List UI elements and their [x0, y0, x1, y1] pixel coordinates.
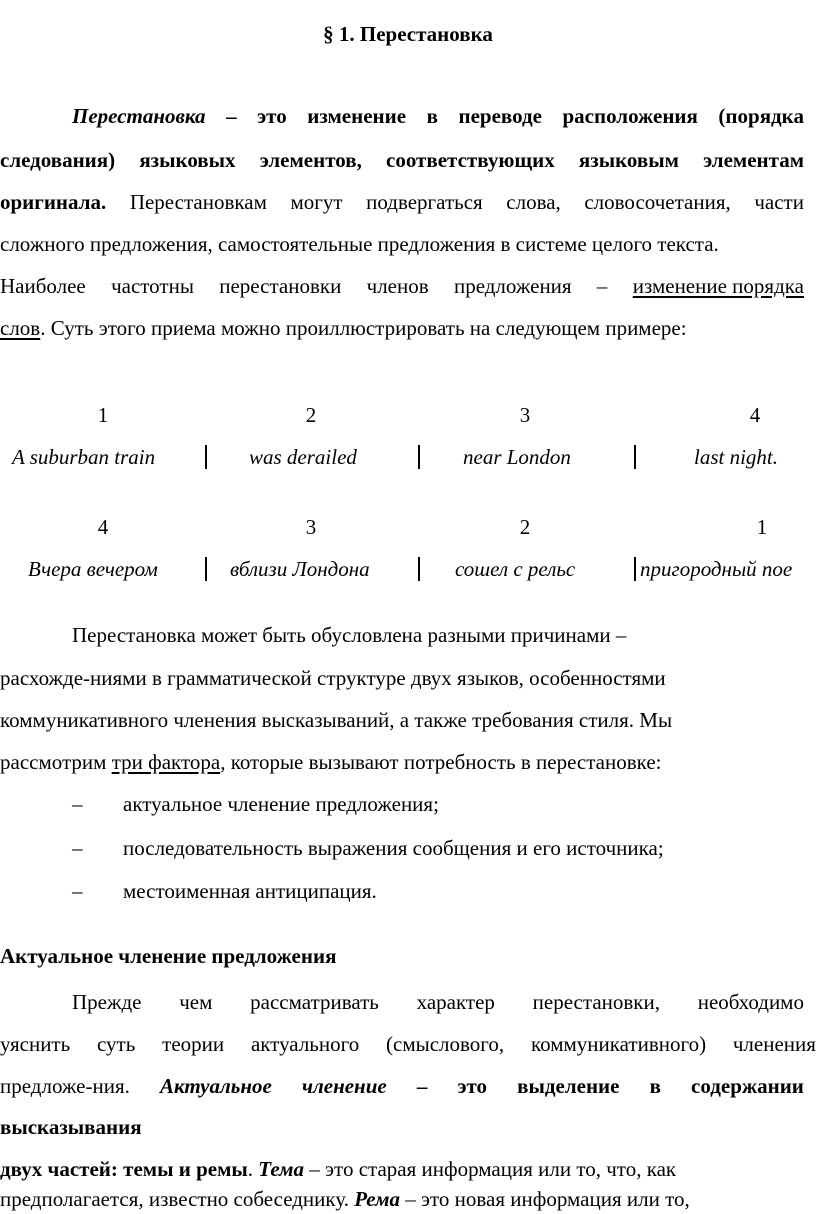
text-run: – это старая информация или то, что, как — [304, 1157, 677, 1181]
example-segment: вблизи Лондона — [230, 557, 370, 581]
segment-divider — [418, 445, 420, 469]
word: элементов, — [259, 148, 362, 172]
word: перестановки, — [532, 990, 660, 1014]
column-number: 3 — [519, 403, 531, 427]
column-number: 1 — [756, 515, 768, 539]
word: переводе — [458, 104, 542, 128]
paragraph-line — [0, 1071, 804, 1101]
text-run: , которые вызывают потребность в перестановке: — [220, 750, 662, 774]
word: части — [754, 190, 804, 214]
subsection-heading: Актуальное членение предложения — [0, 944, 337, 968]
paragraph-line: Перестановка может быть обусловлена разными причинами – — [72, 623, 627, 647]
word: характер — [416, 990, 495, 1014]
list-item: местоименная антиципация. — [123, 879, 377, 903]
list-dash: – — [72, 792, 83, 816]
section-heading: § 1. Перестановка — [323, 22, 493, 46]
word: расположения — [562, 104, 698, 128]
word: в — [426, 104, 438, 128]
term-word: Актуальное — [159, 1074, 272, 1098]
column-number: 2 — [305, 403, 317, 427]
word: частотны — [111, 274, 194, 298]
underlined-phrase: слов — [0, 316, 41, 340]
word: соответствующих — [386, 148, 555, 172]
word: языковым — [578, 148, 679, 172]
list-dash: – — [72, 879, 83, 903]
word: уяснить — [0, 1032, 71, 1056]
underlined-phrase: изменение порядка — [632, 274, 804, 298]
word: в — [649, 1074, 661, 1098]
example-segment: пригородный пое — [640, 557, 793, 581]
word: – — [596, 274, 608, 298]
column-number: 1 — [97, 403, 109, 427]
word: (порядка — [718, 104, 804, 128]
word: чем — [179, 990, 213, 1014]
paragraph-line — [0, 313, 687, 343]
paragraph-line — [0, 1184, 690, 1214]
word: следования) — [0, 148, 116, 172]
word: предложения — [453, 274, 572, 298]
list-item: актуальное членение предложения; — [123, 792, 439, 816]
text-run: предполагается, известно собеседнику. — [0, 1187, 355, 1211]
text-run: двух частей: темы и ремы — [0, 1157, 248, 1181]
word: перестановки — [219, 274, 342, 298]
term-word: Тема — [258, 1157, 305, 1181]
word: актуального — [250, 1032, 360, 1056]
text-run: рассмотрим — [0, 750, 112, 774]
paragraph-line: сложного предложения, самостоятельные предложения в системе целого текста. — [0, 232, 719, 256]
list-item: последовательность выражения сообщения и его источника; — [123, 836, 664, 860]
word: оригинала. — [0, 190, 107, 214]
underlined-phrase: три фактора — [111, 750, 221, 774]
paragraph-line — [0, 145, 804, 175]
column-number: 4 — [97, 515, 109, 539]
word: необходимо — [697, 990, 804, 1014]
word: рассматривать — [250, 990, 379, 1014]
word: коммуникативного) — [530, 1032, 707, 1056]
segment-divider — [418, 557, 420, 581]
word: теории — [162, 1032, 225, 1056]
word: слова, — [506, 190, 561, 214]
paragraph-line — [0, 1154, 676, 1184]
segment-divider — [634, 445, 636, 469]
word: это — [457, 1074, 488, 1098]
word: суть — [97, 1032, 136, 1056]
text-run: . — [247, 1157, 259, 1181]
word: это — [257, 104, 287, 128]
paragraph-line — [0, 747, 661, 777]
term-word: Перестановка — [72, 104, 206, 128]
segment-divider — [634, 557, 636, 581]
example-segment: Вчера вечером — [28, 557, 158, 581]
example-segment: сошел с рельс — [455, 557, 576, 581]
example-segment: A suburban train — [12, 445, 156, 469]
paragraph-line — [72, 101, 804, 131]
word: могут — [290, 190, 343, 214]
example-segment: last night. — [694, 445, 779, 469]
word: – — [416, 1074, 428, 1098]
paragraph-line — [0, 187, 804, 217]
word: – — [226, 104, 237, 128]
paragraph-line — [72, 987, 804, 1017]
segment-divider — [205, 445, 207, 469]
word: языковых — [139, 148, 236, 172]
word: изменение — [307, 104, 407, 128]
paragraph-line: высказывания — [0, 1115, 142, 1139]
word: предложе-ния. — [0, 1074, 130, 1098]
word: словосочетания, — [584, 190, 731, 214]
word: содержании — [691, 1074, 804, 1098]
word: членения — [732, 1032, 816, 1056]
word: Перестановкам — [129, 190, 267, 214]
word: подвергаться — [366, 190, 483, 214]
word: членов — [366, 274, 429, 298]
word: (смыслового, — [386, 1032, 505, 1056]
column-number: 3 — [305, 515, 317, 539]
word: элементам — [703, 148, 804, 172]
word: Наиболее — [0, 274, 86, 298]
paragraph-line — [0, 1029, 816, 1059]
term-word: Рема — [354, 1187, 400, 1211]
column-number: 2 — [519, 515, 531, 539]
paragraph-line: расхожде-ниями в грамматической структуре двух языков, особенностями — [0, 666, 666, 690]
text-run: – это новая информация или то, — [399, 1187, 690, 1211]
segment-divider — [205, 557, 207, 581]
paragraph-line: коммуникативного членения высказываний, а также требования стиля. Мы — [0, 708, 673, 732]
text-run: . Суть этого приема можно проиллюстрировать на следующем примере: — [40, 316, 687, 340]
word: выделение — [517, 1074, 620, 1098]
list-dash: – — [72, 836, 83, 860]
paragraph-line — [0, 271, 804, 301]
term-word: членение — [301, 1074, 387, 1098]
column-number: 4 — [749, 403, 761, 427]
word: Прежде — [72, 990, 142, 1014]
example-segment: was derailed — [249, 445, 357, 469]
example-segment: near London — [463, 445, 571, 469]
